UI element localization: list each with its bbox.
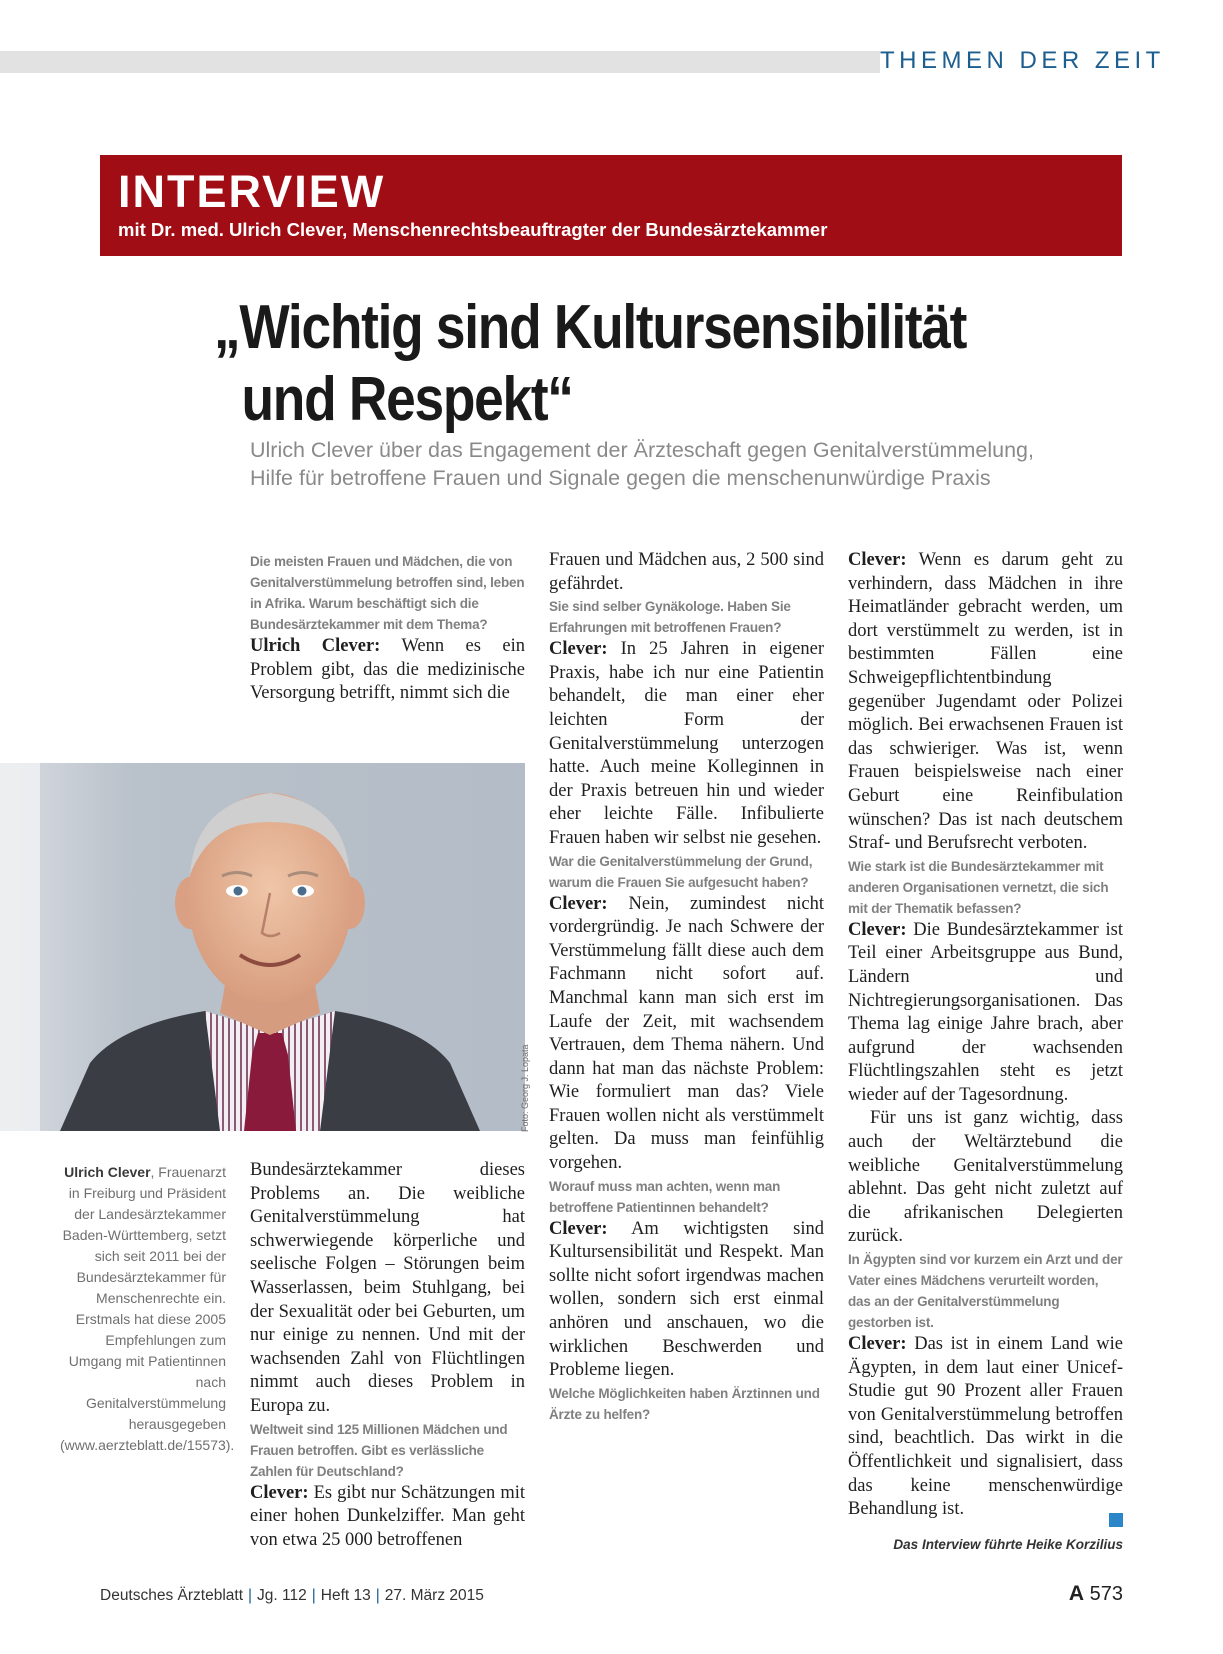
question-3: Sie sind selber Gynäkologe. Haben Sie Erfahrungen mit betroffenen Frauen? [549, 599, 791, 636]
footer-separator: | [248, 1587, 253, 1604]
footer-separator: | [375, 1587, 380, 1604]
speaker-label: Clever: [848, 1334, 907, 1355]
article-headline [214, 292, 966, 436]
answer-2-part-2: Frauen und Mädchen aus, 2 500 sind gefährdet. [549, 550, 824, 594]
photo-caption [60, 1162, 235, 1456]
footer-separator: | [311, 1587, 316, 1604]
interviewer-credit: Das Interview führte Heike Korzilius [893, 1537, 1123, 1552]
page-number [1069, 1582, 1123, 1606]
answer-4 [549, 893, 824, 1176]
headline-line-1: „Wichtig sind Kultursensibilität [214, 293, 967, 362]
answer-text: Am wichtigsten sind Kultursensibilität und Respekt. Man sollte nicht sofort irgendwas machen wollen, sondern sich erst einmal anhören und anschauen, wo die wirklichen Beschwerden und Probleme liegen. [549, 1218, 824, 1381]
speaker-label: Clever: [549, 1218, 608, 1239]
page-prefix: A [1068, 1582, 1085, 1605]
journal-issue: Heft 13 [320, 1587, 371, 1604]
answer-6 [848, 549, 1123, 856]
answer-text: Nein, zumindest nicht vordergründig. Je nach Schwere der Verstümmelung fällt diese auch dem Fachmann nicht sofort auf. Manchmal kann man sich erst im Laufe der Zeit, mit wachsendem Vertrauen, dem Thema nähern. Und dann hat man das nächste Problem: Wie formuliert man das? Viele Frauen wollen nicht als verstümmelt gelten. Da muss man feinfühlig vorgehen. [549, 893, 825, 1174]
page-footer [100, 1587, 484, 1605]
end-of-article-mark [1109, 1513, 1123, 1527]
journal-volume: Jg. 112 [257, 1587, 307, 1604]
answer-text: In 25 Jahren in eigener Praxis, habe ich nur eine Patientin behandelt, die man einer eher leichten Form der Genitalverstümmelung unterzogen hatte. Auch meine Kolleginnen in der Praxis betreuen hin und wieder eher leichte Fälle. Infibulierte Frauen haben wir selbst nie gesehen. [549, 639, 824, 848]
question-6: Welche Möglichkeiten haben Ärztinnen und Ärzte zu helfen? [549, 1385, 820, 1422]
headline-line-2: und Respekt“ [241, 365, 573, 434]
speaker-label: Clever: [549, 893, 608, 914]
answer-7 [848, 919, 1123, 1108]
question-1: Die meisten Frauen und Mädchen, die von Genitalverstümmelung betroffen sind, leben in Afrika. Warum beschäftigt sich die Bundesärztekammer mit dem Thema? [250, 554, 525, 632]
speaker-label: Clever: [848, 919, 907, 940]
speaker-label: Ulrich Clever: [250, 636, 381, 656]
issue-date: 27. März 2015 [384, 1587, 484, 1604]
answer-3 [549, 638, 824, 850]
answer-text: Die Bundesärztekammer ist Teil einer Arbeitsgruppe aus Bund, Ländern und Nichtregierungsorganisationen. Das Thema lag einige Jahre brach, aber aufgrund der wachsenden Flüchtlingszahlen steht es jetzt wieder auf der Tagesordnung. [848, 919, 1123, 1105]
column-1-top [250, 551, 525, 706]
deck-line-1: Ulrich Clever über das Engagement der Ärzteschaft gegen Genitalverstümmelung, [250, 438, 1034, 462]
answer-text: Wenn es ein Problem gibt, das die medizinische Versorgung betrifft, nimmt sich die [250, 636, 525, 704]
portrait-photo [0, 763, 525, 1131]
deck-line-2: Hilfe für betroffene Frauen und Signale gegen die menschenunwürdige Praxis [250, 466, 991, 490]
question-7: Wie stark ist die Bundesärztekammer mit anderen Organisationen vernetzt, die sich mit der Thematik befassen? [848, 858, 1109, 916]
caption-name: Ulrich Clever [64, 1164, 151, 1180]
column-1-bottom [250, 1159, 525, 1552]
journal-name: Deutsches Ärzteblatt [100, 1587, 244, 1604]
column-2 [549, 549, 824, 1425]
question-2: Weltweit sind 125 Millionen Mädchen und Frauen betroffen. Gibt es verlässliche Zahlen für Deutschland? [250, 1421, 508, 1479]
article-deck [250, 436, 1130, 492]
speaker-label: Clever: [848, 550, 907, 570]
portrait-illustration [0, 763, 525, 1131]
answer-1-part-2: Bundesärztekammer dieses Problems an. Die weibliche Genitalverstümmelung hat schwerwiegende körperliche und seelische Folgen – Störungen beim Wasserlassen, beim Stuhlgang, bei der Sexualität oder bei Geburten, um nur einige zu nennen. Und mit der wachsenden Zahl von Flüchtlingen nimmt auch dieses Problem in Europa zu. [250, 1160, 525, 1416]
question-4: War die Genitalverstümmelung der Grund, warum die Frauen Sie aufgesucht haben? [549, 853, 813, 890]
answer-text: Das ist in einem Land wie Ägypten, in dem laut einer Unicef-Studie gut 90 Prozent aller Frauen von Genitalverstümmelung betroffen sind, beachtlich. Das wirkt in die Öffentlichkeit und signalisiert, dass das keine menschenwürdige Behandlung ist. [848, 1334, 1123, 1520]
answer-8 [848, 1333, 1123, 1522]
caption-text: , Frauenarzt in Freiburg und Präsident der Landesärztekammer Baden-Württemberg, setzt sich seit 2011 bei der Bundesärztekammer für Menschenrechte ein. Erstmals hat diese 2005 Empfehlungen zum Umgang mit Patientinnen nach Genitalverstümmelung herausgegeben (www.aerzteblatt.de/15573). [60, 1164, 235, 1453]
question-5: Worauf muss man achten, wenn man betroffene Patientinnen behandelt? [549, 1178, 781, 1215]
answer-1-part-1 [250, 635, 525, 706]
answer-text: Es gibt nur Schätzungen mit einer hohen Dunkelziffer. Man geht von etwa 25 000 betroffenen [250, 1482, 525, 1550]
answer-2-part-1 [250, 1482, 525, 1553]
photo-credit: Foto: Georg J. Lopata [520, 1044, 530, 1132]
answer-5 [549, 1218, 824, 1383]
page-number-value: 573 [1089, 1583, 1123, 1605]
banner-subtitle: mit Dr. med. Ulrich Clever, Menschenrechtsbeauftragter der Bundesärztekammer [118, 219, 828, 240]
question-8: In Ägypten sind vor kurzem ein Arzt und der Vater eines Mädchens verurteilt worden, das an der Genitalverstümmelung gestorben ist. [848, 1252, 1123, 1331]
answer-text: Wenn es darum geht zu verhindern, dass Mädchen in ihre Heimatländer gebracht werden, um dort verstümmelt zu werden, ist in bestimmten Fällen eine Schweigepflichtentbindung gegenüber Jugendamt oder Polizei möglich. Bei erwachsenen Frauen ist das schwieriger. Was ist, wenn Frauen beispielsweise nach einer Geburt eine Reinfibulation wünschen? Das ist nach deutschem Straf- und Berufsrecht verboten. [848, 550, 1123, 854]
banner-title: INTERVIEW [118, 166, 386, 217]
speaker-label: Clever: [549, 639, 608, 660]
answer-7-paragraph-2: Für uns ist ganz wichtig, dass auch der Weltärztebund die weibliche Genitalverstümmelung ablehnt. Das geht nicht zuletzt auf die afrikanischen Delegierten zurück. [848, 1108, 1123, 1247]
interview-banner [100, 155, 1122, 256]
section-label: THEMEN DER ZEIT [880, 47, 1165, 74]
speaker-label: Clever: [250, 1482, 309, 1503]
column-3 [848, 549, 1123, 1522]
